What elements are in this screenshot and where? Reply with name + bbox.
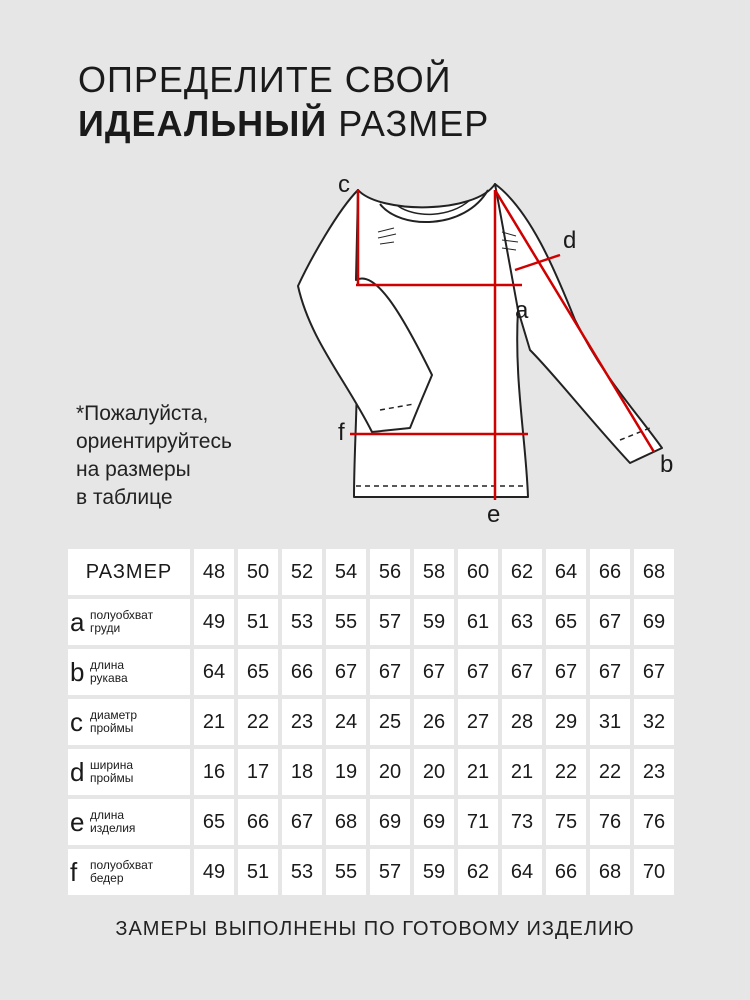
value-cell: 73 bbox=[502, 799, 542, 845]
value-cell: 65 bbox=[238, 649, 278, 695]
size-note bbox=[76, 400, 232, 512]
table-row bbox=[68, 699, 674, 745]
value-cell: 67 bbox=[590, 649, 630, 695]
value-cell: 76 bbox=[590, 799, 630, 845]
value-cell: 51 bbox=[238, 599, 278, 645]
value-cell: 32 bbox=[634, 699, 674, 745]
value-cell: 55 bbox=[326, 599, 366, 645]
value-cell: 63 bbox=[502, 599, 542, 645]
value-cell: 21 bbox=[458, 749, 498, 795]
value-cell: 22 bbox=[590, 749, 630, 795]
value-cell: 53 bbox=[282, 849, 322, 895]
row-label bbox=[68, 699, 190, 745]
value-cell: 24 bbox=[326, 699, 366, 745]
row-letter: b bbox=[70, 656, 85, 687]
value-cell: 75 bbox=[546, 799, 586, 845]
note-line-4: в таблице bbox=[76, 486, 173, 509]
size-table bbox=[64, 545, 678, 899]
title-line-2 bbox=[78, 102, 489, 146]
value-cell: 67 bbox=[370, 649, 410, 695]
row-letter: d bbox=[70, 756, 85, 787]
value-cell: 28 bbox=[502, 699, 542, 745]
row-desc bbox=[90, 609, 153, 635]
size-cell: 66 bbox=[590, 549, 630, 595]
value-cell: 59 bbox=[414, 849, 454, 895]
value-cell: 62 bbox=[458, 849, 498, 895]
title-line-1: ОПРЕДЕЛИТЕ СВОЙ bbox=[78, 59, 452, 100]
value-cell: 76 bbox=[634, 799, 674, 845]
row-label bbox=[68, 649, 190, 695]
row-desc bbox=[90, 859, 153, 885]
row-desc bbox=[90, 709, 137, 735]
page-title bbox=[78, 58, 489, 146]
row-desc-1: ширина bbox=[90, 758, 134, 772]
table-row bbox=[68, 749, 674, 795]
value-cell: 61 bbox=[458, 599, 498, 645]
value-cell: 65 bbox=[194, 799, 234, 845]
row-desc-1: длина bbox=[90, 808, 125, 822]
table-row bbox=[68, 799, 674, 845]
size-cell: 68 bbox=[634, 549, 674, 595]
size-cell: 58 bbox=[414, 549, 454, 595]
value-cell: 70 bbox=[634, 849, 674, 895]
size-cell: 56 bbox=[370, 549, 410, 595]
value-cell: 67 bbox=[458, 649, 498, 695]
value-cell: 49 bbox=[194, 849, 234, 895]
table-row bbox=[68, 649, 674, 695]
row-desc-2: проймы bbox=[90, 771, 134, 785]
label-d: d bbox=[563, 227, 577, 254]
row-letter: c bbox=[70, 706, 83, 737]
size-cell: 54 bbox=[326, 549, 366, 595]
table-header-label: РАЗМЕР bbox=[68, 549, 190, 595]
value-cell: 66 bbox=[546, 849, 586, 895]
row-desc bbox=[90, 759, 133, 785]
value-cell: 25 bbox=[370, 699, 410, 745]
value-cell: 29 bbox=[546, 699, 586, 745]
row-desc bbox=[90, 809, 135, 835]
label-f: f bbox=[338, 419, 345, 446]
value-cell: 53 bbox=[282, 599, 322, 645]
value-cell: 22 bbox=[546, 749, 586, 795]
value-cell: 55 bbox=[326, 849, 366, 895]
value-cell: 51 bbox=[238, 849, 278, 895]
row-letter: a bbox=[70, 606, 85, 637]
title-rest-word: РАЗМЕР bbox=[338, 103, 490, 144]
value-cell: 57 bbox=[370, 849, 410, 895]
value-cell: 67 bbox=[634, 649, 674, 695]
value-cell: 22 bbox=[238, 699, 278, 745]
note-line-3: на размеры bbox=[76, 458, 191, 481]
size-cell: 60 bbox=[458, 549, 498, 595]
row-desc-1: полуобхват bbox=[90, 858, 154, 872]
value-cell: 27 bbox=[458, 699, 498, 745]
value-cell: 67 bbox=[414, 649, 454, 695]
note-line-2: ориентируйтесь bbox=[76, 430, 232, 453]
value-cell: 23 bbox=[282, 699, 322, 745]
value-cell: 65 bbox=[546, 599, 586, 645]
note-line-1: *Пожалуйста, bbox=[76, 402, 209, 425]
value-cell: 67 bbox=[282, 799, 322, 845]
table-row bbox=[68, 599, 674, 645]
value-cell: 21 bbox=[502, 749, 542, 795]
footer-note: ЗАМЕРЫ ВЫПОЛНЕНЫ ПО ГОТОВОМУ ИЗДЕЛИЮ bbox=[115, 918, 635, 940]
value-cell: 67 bbox=[590, 599, 630, 645]
label-b: b bbox=[660, 451, 674, 478]
value-cell: 23 bbox=[634, 749, 674, 795]
value-cell: 16 bbox=[194, 749, 234, 795]
value-cell: 57 bbox=[370, 599, 410, 645]
value-cell: 20 bbox=[370, 749, 410, 795]
value-cell: 69 bbox=[414, 799, 454, 845]
value-cell: 67 bbox=[326, 649, 366, 695]
size-cell: 48 bbox=[194, 549, 234, 595]
value-cell: 66 bbox=[238, 799, 278, 845]
table-row bbox=[68, 849, 674, 895]
value-cell: 67 bbox=[546, 649, 586, 695]
value-cell: 67 bbox=[502, 649, 542, 695]
row-desc-1: длина bbox=[90, 658, 125, 672]
row-desc-2: бедер bbox=[90, 871, 124, 885]
row-desc bbox=[90, 659, 128, 685]
size-cell: 52 bbox=[282, 549, 322, 595]
row-desc-2: проймы bbox=[90, 721, 134, 735]
label-a: a bbox=[515, 297, 529, 324]
row-label bbox=[68, 799, 190, 845]
row-desc-2: груди bbox=[90, 621, 121, 635]
size-cell: 62 bbox=[502, 549, 542, 595]
row-desc-1: диаметр bbox=[90, 708, 138, 722]
row-label bbox=[68, 849, 190, 895]
value-cell: 21 bbox=[194, 699, 234, 745]
value-cell: 71 bbox=[458, 799, 498, 845]
row-label bbox=[68, 749, 190, 795]
value-cell: 69 bbox=[634, 599, 674, 645]
garment-diagram bbox=[290, 170, 710, 530]
label-c: c bbox=[338, 171, 350, 198]
row-letter: e bbox=[70, 806, 85, 837]
value-cell: 68 bbox=[326, 799, 366, 845]
row-letter: f bbox=[70, 856, 78, 887]
value-cell: 49 bbox=[194, 599, 234, 645]
value-cell: 17 bbox=[238, 749, 278, 795]
row-label bbox=[68, 599, 190, 645]
value-cell: 26 bbox=[414, 699, 454, 745]
value-cell: 69 bbox=[370, 799, 410, 845]
row-desc-2: изделия bbox=[90, 821, 136, 835]
garment-outline bbox=[298, 184, 662, 497]
label-e: e bbox=[487, 501, 501, 528]
table-header-row bbox=[68, 549, 674, 595]
value-cell: 19 bbox=[326, 749, 366, 795]
value-cell: 59 bbox=[414, 599, 454, 645]
size-cell: 64 bbox=[546, 549, 586, 595]
value-cell: 66 bbox=[282, 649, 322, 695]
title-bold-word: ИДЕАЛЬНЫЙ bbox=[78, 103, 328, 144]
row-desc-2: рукава bbox=[90, 671, 128, 685]
value-cell: 20 bbox=[414, 749, 454, 795]
size-cell: 50 bbox=[238, 549, 278, 595]
value-cell: 68 bbox=[590, 849, 630, 895]
value-cell: 18 bbox=[282, 749, 322, 795]
value-cell: 31 bbox=[590, 699, 630, 745]
value-cell: 64 bbox=[194, 649, 234, 695]
row-desc-1: полуобхват bbox=[90, 608, 154, 622]
value-cell: 64 bbox=[502, 849, 542, 895]
